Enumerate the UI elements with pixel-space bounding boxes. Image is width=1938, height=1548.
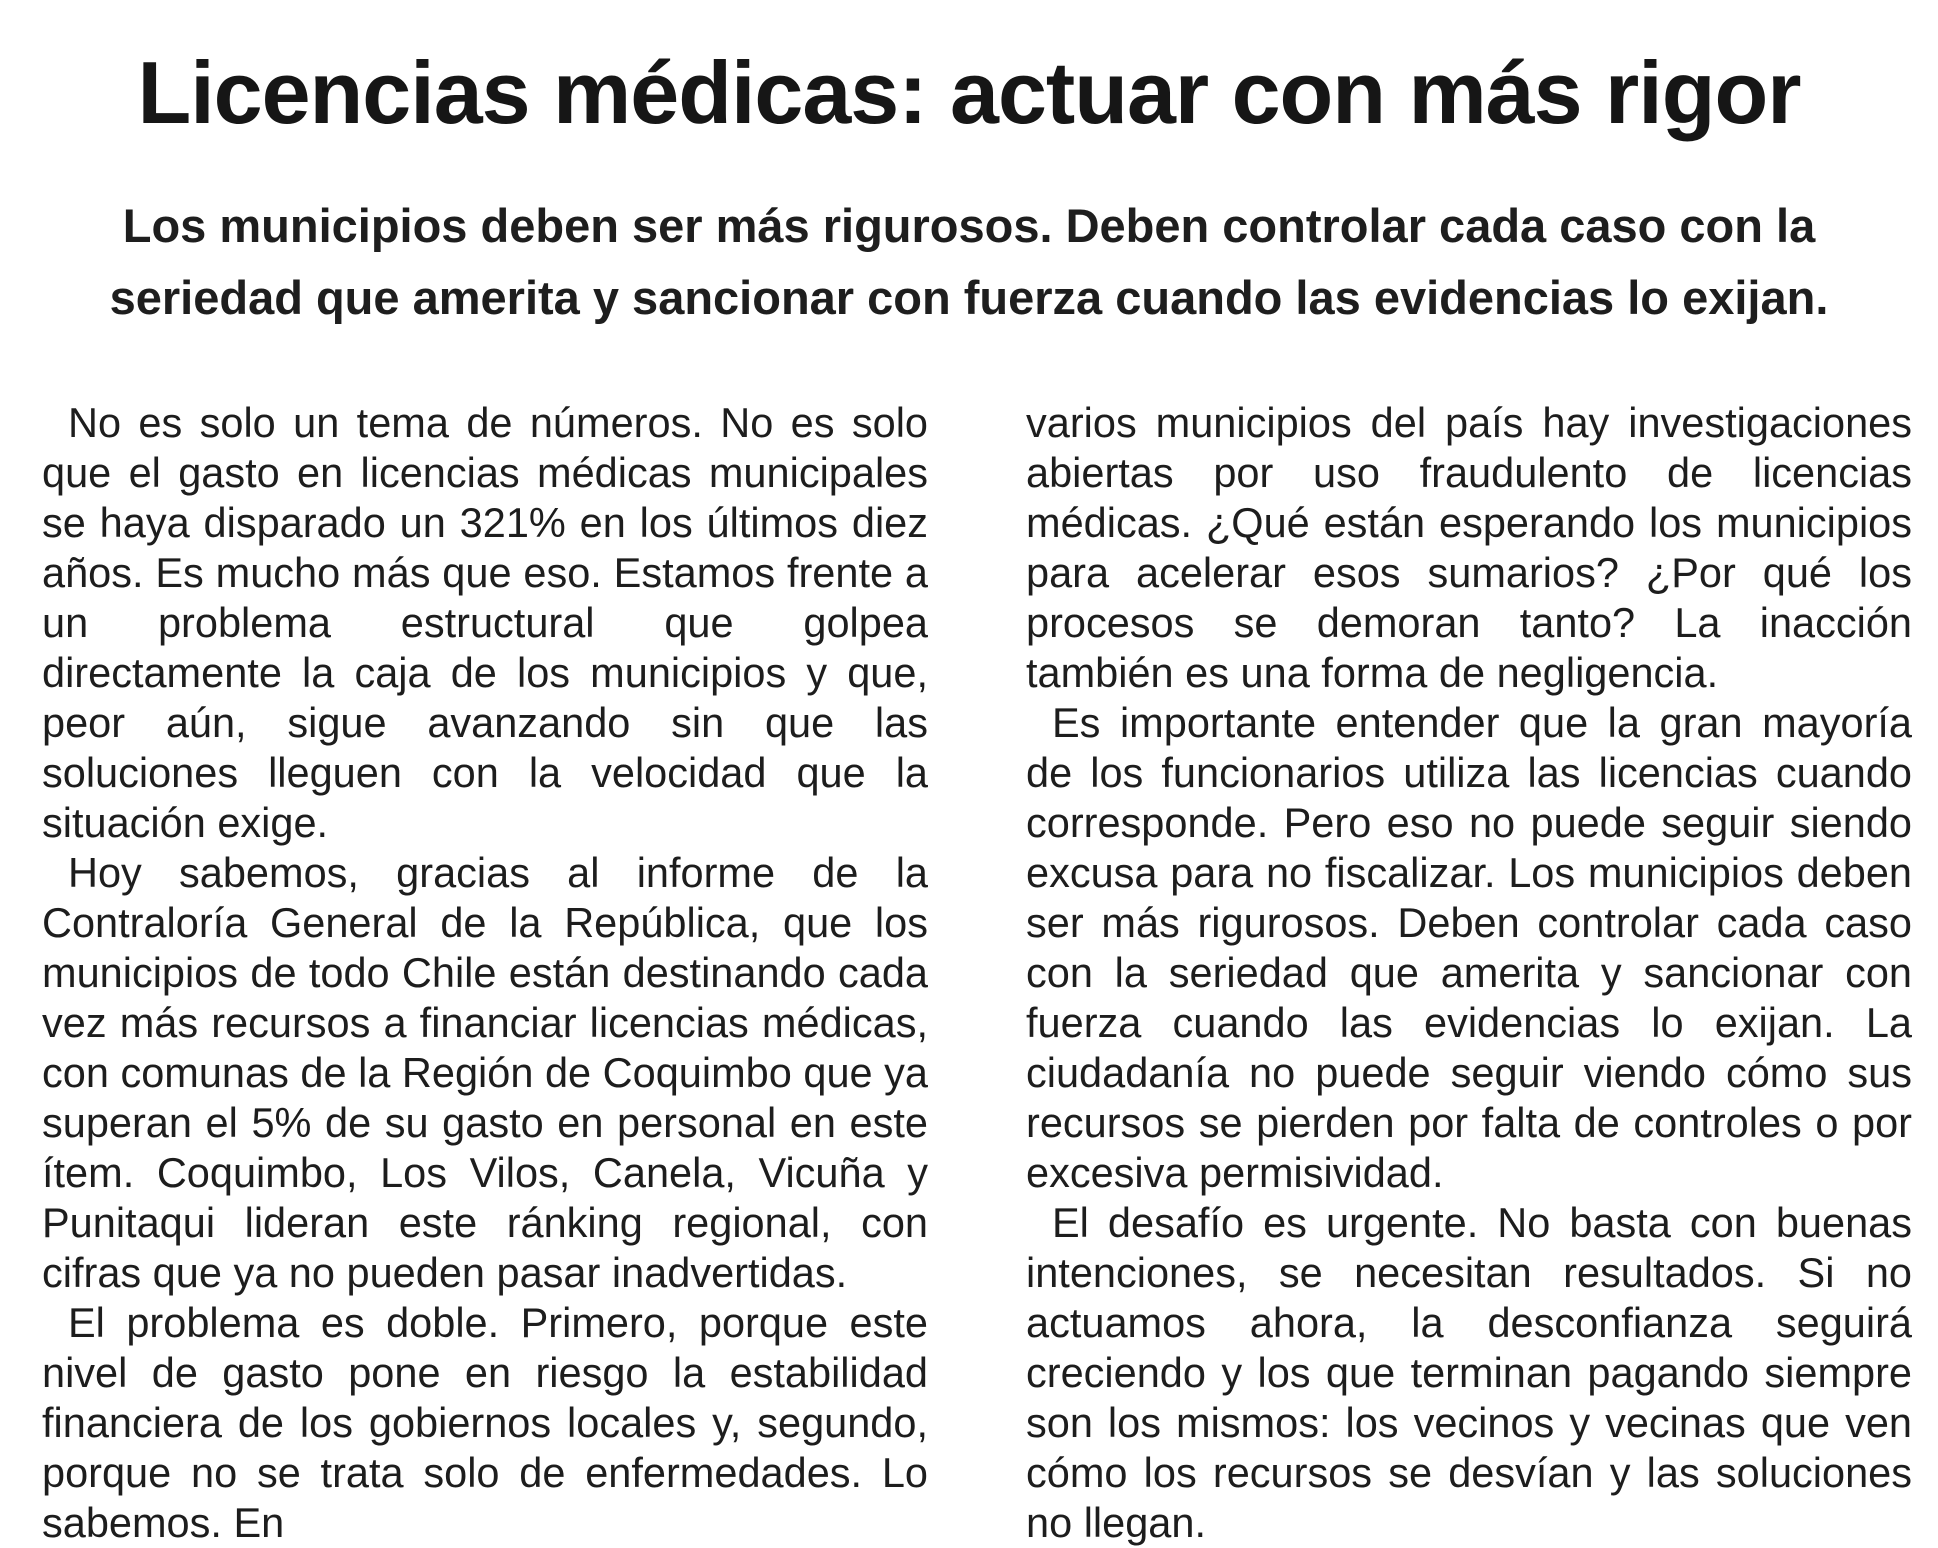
paragraph: No es solo un tema de números. No es solo que el gasto en licencias médicas municipales se haya disparado un 321% en los últimos diez años. Es mucho más que eso. Estamos frente a un problema estructural que golpea directamente la caja de los municipios y que, peor aún, sigue avanzando sin que las soluciones lleguen con la velocidad que la situación exige. <box>42 399 928 846</box>
headline: Licencias médicas: actuar con más rigor <box>137 43 1801 142</box>
paragraph: Hoy sabemos, gracias al informe de la Contraloría General de la República, que los municipios de todo Chile están destinando cada vez más recursos a financiar licencias médicas, con comunas de la Región de Coquimbo que ya superan el 5% de su gasto en personal en este ítem. Coquimbo, Los Vilos, Canela, Vicuña y Punitaqui lideran este ránking regional, con cifras que ya no pueden pasar inadvertidas. <box>42 849 928 1296</box>
paragraph: Es importante entender que la gran mayoría de los funcionarios utiliza las licencias cuando corresponde. Pero eso no puede seguir siendo excusa para no fiscalizar. Los municipios deben ser más rigurosos. Deben controlar cada caso con la seriedad que amerita y sancionar con fuerza cuando las evidencias lo exijan. La ciudadanía no puede seguir viendo cómo sus recursos se pierden por falta de controles o por excesiva permisividad. <box>1026 699 1912 1196</box>
paragraph: El problema es doble. Primero, porque este nivel de gasto pone en riesgo la estabilidad financiera de los gobiernos locales y, segundo, porque no se trata solo de enfermedades. Lo sabemos. En <box>42 1299 928 1546</box>
paragraph: El desafío es urgente. No basta con buenas intenciones, se necesitan resultados. Si no actuamos ahora, la desconfianza seguirá creciendo y los que terminan pagando siempre son los mismos: los vecinos y vecinas que ven cómo los recursos se desvían y las soluciones no llegan. <box>1026 1199 1912 1546</box>
body-columns <box>42 398 1912 1546</box>
left-column <box>42 398 928 1548</box>
paragraph-continuation: varios municipios del país hay investigaciones abiertas por uso fraudulento de licencias médicas. ¿Qué están esperando los municipios para acelerar esos sumarios? ¿Por qué los procesos se demoran tanto? La inacción también es una forma de negligencia. <box>1026 399 1912 696</box>
right-column <box>1026 398 1912 1548</box>
deck-subheadline: Los municipios deben ser más rigurosos. Deben controlar cada caso con la seriedad que amerita y sancionar con fuerza cuando las evidencias lo exijan. <box>109 199 1829 324</box>
